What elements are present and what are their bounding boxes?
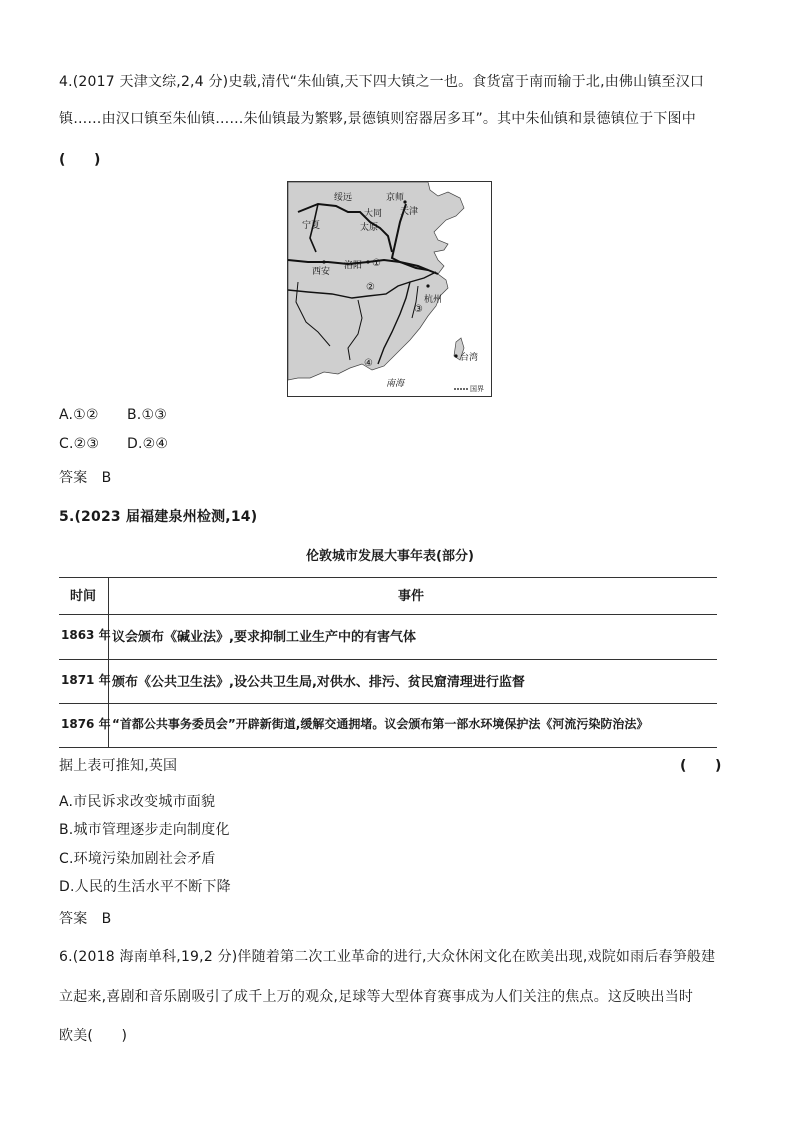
table-rule-header	[59, 614, 717, 615]
map-drawing	[288, 182, 491, 396]
q4-option-c: C.②③	[59, 436, 100, 452]
label-nanhai: 南海	[386, 379, 405, 389]
label-ningxia: 宁夏	[302, 221, 321, 231]
legend-label: 国界	[470, 385, 484, 393]
q4-stem-line1: 4.(2017 天津文综,2,4 分)史载,清代“朱仙镇,天下四大镇之一也。食货富于南而输于北,由佛山镇至汉口	[59, 74, 705, 90]
q4-option-d: D.②④	[127, 436, 169, 452]
label-hangzhou: 杭州	[424, 295, 443, 305]
q5-option-d: D.人民的生活水平不断下降	[59, 879, 231, 895]
table-row-2-year: 1871 年	[61, 673, 111, 687]
table-row-1-year: 1863 年	[61, 628, 111, 642]
table-row-3-event: “首都公共事务委员会”开辟新街道,缓解交通拥堵。议会颁布第一部水环境保护法《河流污染防治法》	[112, 717, 649, 731]
table-row-2-event: 颁布《公共卫生法》,设公共卫生局,对供水、排污、贫民窟清理进行监督	[112, 675, 525, 690]
table-rule-row2	[59, 703, 717, 704]
dot-luoyang	[366, 260, 369, 263]
label-n3: ③	[414, 304, 423, 315]
q5-answer: 答案 B	[59, 911, 112, 927]
q4-answer: 答案 B	[59, 470, 112, 486]
q6-stem-line3: 欧美( )	[59, 1028, 128, 1044]
table-rule-top	[59, 577, 717, 578]
q5-option-c: C.环境污染加剧社会矛盾	[59, 851, 216, 867]
q4-option-b: B.①③	[127, 407, 167, 423]
q6-stem-line1: 6.(2018 海南单科,19,2 分)伴随着第二次工业革命的进行,大众休闲文化在欧美出现,戏院如雨后春笋般建	[59, 949, 716, 965]
q4-option-a: A.①②	[59, 407, 99, 423]
table-header-time: 时间	[70, 589, 97, 604]
table-header-event: 事件	[398, 589, 425, 604]
table-row-3-year: 1876 年	[61, 717, 111, 731]
label-taiyuan: 太原	[360, 223, 379, 233]
q5-table-title: 伦敦城市发展大事年表(部分)	[306, 549, 474, 564]
q5-heading: 5.(2023 届福建泉州检测,14)	[59, 509, 258, 525]
label-luoyang: 洛阳	[344, 261, 363, 271]
label-n2: ②	[366, 282, 375, 293]
label-tianjin: 天津	[400, 207, 419, 217]
q5-option-a: A.市民诉求改变城市面貌	[59, 794, 216, 810]
q5-stem: 据上表可推知,英国	[59, 758, 178, 774]
label-suiyuan: 绥远	[334, 193, 353, 203]
map-figure	[287, 181, 492, 397]
label-n1: ①	[372, 258, 381, 269]
table-rule-bottom	[59, 747, 717, 748]
dot-hangzhou	[426, 284, 429, 287]
label-taiwan: 台湾	[460, 353, 479, 363]
label-xian: 西安	[312, 267, 331, 277]
q4-stem-line2: 镇……由汉口镇至朱仙镇……朱仙镇最为繁夥,景德镇则窑器居多耳”。其中朱仙镇和景德镇位于下图中	[59, 111, 696, 127]
q5-answer-paren: ( )	[680, 758, 722, 774]
label-n4: ④	[364, 358, 373, 369]
q6-stem-line2: 立起来,喜剧和音乐剧吸引了成千上万的观众,足球等大型体育赛事成为人们关注的焦点。这反映出当时	[59, 989, 694, 1005]
table-row-1-event: 议会颁布《碱业法》,要求抑制工业生产中的有害气体	[112, 630, 416, 645]
q5-option-b: B.城市管理逐步走向制度化	[59, 822, 230, 838]
label-jingshi: 京师	[386, 193, 405, 203]
table-rule-row1	[59, 659, 717, 660]
label-datong: 大同	[364, 209, 383, 219]
q4-answer-paren: ( )	[59, 152, 101, 168]
dot-taiwan	[454, 354, 457, 357]
